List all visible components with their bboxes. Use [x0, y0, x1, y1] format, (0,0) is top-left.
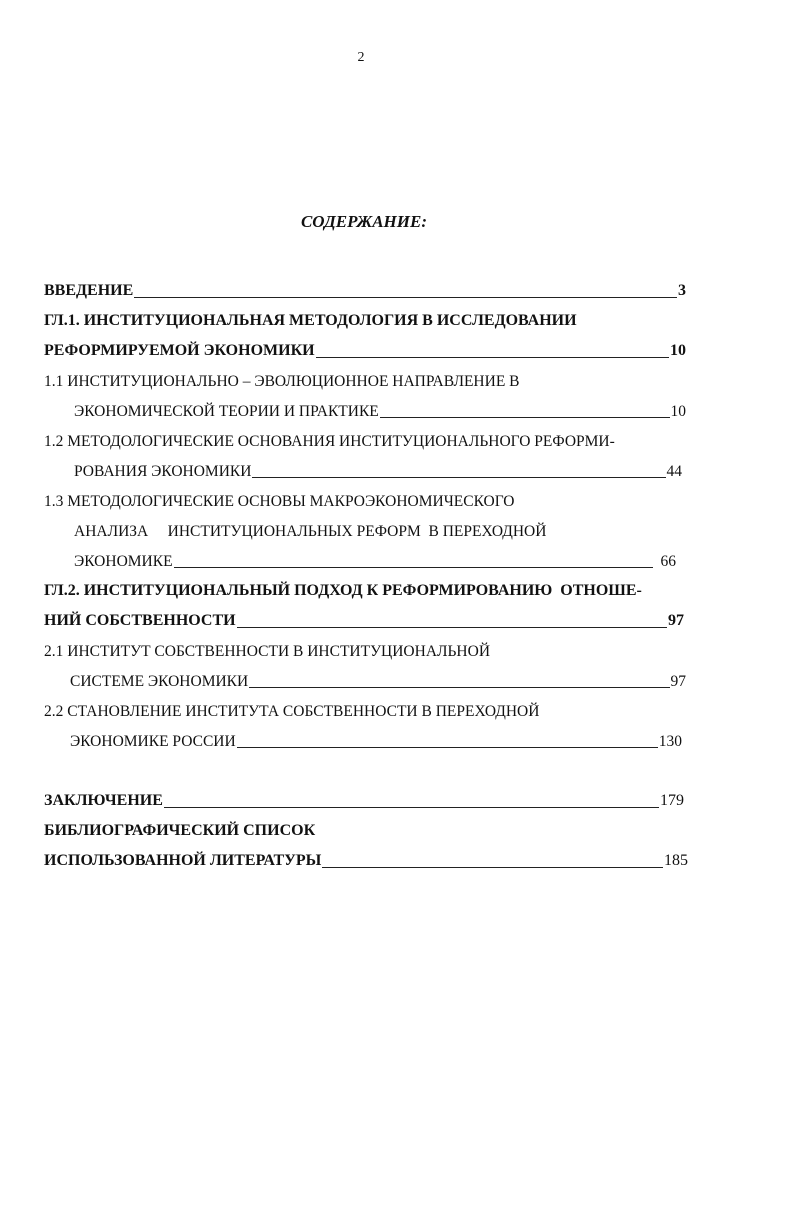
- toc-title: СОДЕРЖАНИЕ:: [300, 212, 428, 231]
- toc-entry-section-1-3[interactable]: [44, 482, 686, 512]
- toc-entry-page: 97: [670, 672, 686, 690]
- leader-line: [134, 297, 677, 298]
- toc-entry-section-1-2[interactable]: [44, 422, 686, 452]
- toc-entry-introduction[interactable]: [44, 272, 686, 302]
- leader-line: [252, 477, 665, 478]
- toc-entry-text: ГЛ.2. ИНСТИТУЦИОНАЛЬНЫЙ ПОДХОД К РЕФОРМИРОВАНИЮ ОТНОШЕ-: [44, 582, 642, 599]
- toc-entry-section-2-2-cont[interactable]: [70, 722, 682, 752]
- toc-entry-page: 130: [658, 732, 682, 750]
- toc-entry-page: 66: [660, 552, 676, 570]
- toc-entry-chapter-1-cont[interactable]: [44, 332, 686, 362]
- leader-line: [237, 747, 658, 748]
- leader-line: [164, 807, 659, 808]
- toc-entry-text: АНАЛИЗА ИНСТИТУЦИОНАЛЬНЫХ РЕФОРМ В ПЕРЕХОДНОЙ: [74, 522, 547, 540]
- toc-entry-chapter-2-cont[interactable]: [44, 602, 684, 632]
- toc-entry-text: 2.1 ИНСТИТУТ СОБСТВЕННОСТИ В ИНСТИТУЦИОНАЛЬНОЙ: [44, 642, 491, 660]
- toc-entry-section-2-1[interactable]: [44, 632, 686, 662]
- toc-entry-text: ВВЕДЕНИЕ: [44, 282, 134, 299]
- toc-entry-section-1-3-cont[interactable]: [74, 512, 686, 542]
- toc-entry-bibliography[interactable]: [44, 812, 686, 842]
- toc-entry-text: 2.2 СТАНОВЛЕНИЕ ИНСТИТУТА СОБСТВЕННОСТИ В ПЕРЕХОДНОЙ: [44, 702, 540, 720]
- leader-line: [174, 567, 653, 568]
- toc-entry-conclusion[interactable]: [44, 782, 684, 812]
- toc-entry-section-1-1[interactable]: [44, 362, 686, 392]
- toc-entry-section-2-2[interactable]: [44, 692, 686, 722]
- toc-entry-section-1-1-cont[interactable]: [74, 392, 686, 422]
- toc-entry-text: 1.1 ИНСТИТУЦИОНАЛЬНО – ЭВОЛЮЦИОННОЕ НАПРАВЛЕНИЕ В: [44, 372, 520, 390]
- leader-line: [322, 867, 663, 868]
- toc-entry-bibliography-cont[interactable]: [44, 842, 688, 872]
- toc-entry-section-2-1-cont[interactable]: [70, 662, 686, 692]
- toc-entry-page: 3: [678, 282, 686, 299]
- toc-entry-chapter-1[interactable]: [44, 302, 686, 332]
- toc-entry-page: 10: [670, 402, 686, 420]
- toc-entry-text: ЗАКЛЮЧЕНИЕ: [44, 792, 163, 809]
- toc-entry-text: ЭКОНОМИКЕ: [74, 552, 173, 570]
- toc-entry-text: 1.2 МЕТОДОЛОГИЧЕСКИЕ ОСНОВАНИЯ ИНСТИТУЦИОНАЛЬНОГО РЕФОРМИ-: [44, 432, 615, 450]
- toc-entry-section-1-3-end[interactable]: [74, 542, 676, 572]
- toc-entry-text: БИБЛИОГРАФИЧЕСКИЙ СПИСОК: [44, 822, 316, 839]
- toc-entry-chapter-2[interactable]: [44, 572, 690, 602]
- page-number: 2: [357, 50, 365, 65]
- leader-line: [249, 687, 669, 688]
- toc-entry-page: 44: [666, 462, 682, 480]
- leader-line: [380, 417, 670, 418]
- toc-entry-section-1-2-cont[interactable]: [74, 452, 682, 482]
- toc-entry-page: 179: [660, 792, 684, 809]
- toc-entry-text: РОВАНИЯ ЭКОНОМИКИ: [74, 462, 252, 480]
- toc-entry-text: ЭКОНОМИКЕ РОССИИ: [70, 732, 236, 750]
- toc-entry-text: НИЙ СОБСТВЕННОСТИ: [44, 612, 236, 629]
- toc-entry-page: 97: [668, 612, 684, 629]
- toc-entry-text: ИСПОЛЬЗОВАННОЙ ЛИТЕРАТУРЫ: [44, 852, 322, 869]
- leader-line: [237, 627, 667, 628]
- toc-entry-text: 1.3 МЕТОДОЛОГИЧЕСКИЕ ОСНОВЫ МАКРОЭКОНОМИЧЕСКОГО: [44, 492, 515, 510]
- toc-entry-text: ГЛ.1. ИНСТИТУЦИОНАЛЬНАЯ МЕТОДОЛОГИЯ В ИССЛЕДОВАНИИ: [44, 312, 577, 329]
- leader-line: [316, 357, 669, 358]
- toc-entry-text: ЭКОНОМИЧЕСКОЙ ТЕОРИИ И ПРАКТИКЕ: [74, 402, 379, 420]
- toc-entry-text: РЕФОРМИРУЕМОЙ ЭКОНОМИКИ: [44, 342, 315, 359]
- toc-entry-page: 185: [664, 852, 688, 869]
- toc-entry-text: СИСТЕМЕ ЭКОНОМИКИ: [70, 672, 249, 690]
- toc-entry-page: 10: [670, 342, 686, 359]
